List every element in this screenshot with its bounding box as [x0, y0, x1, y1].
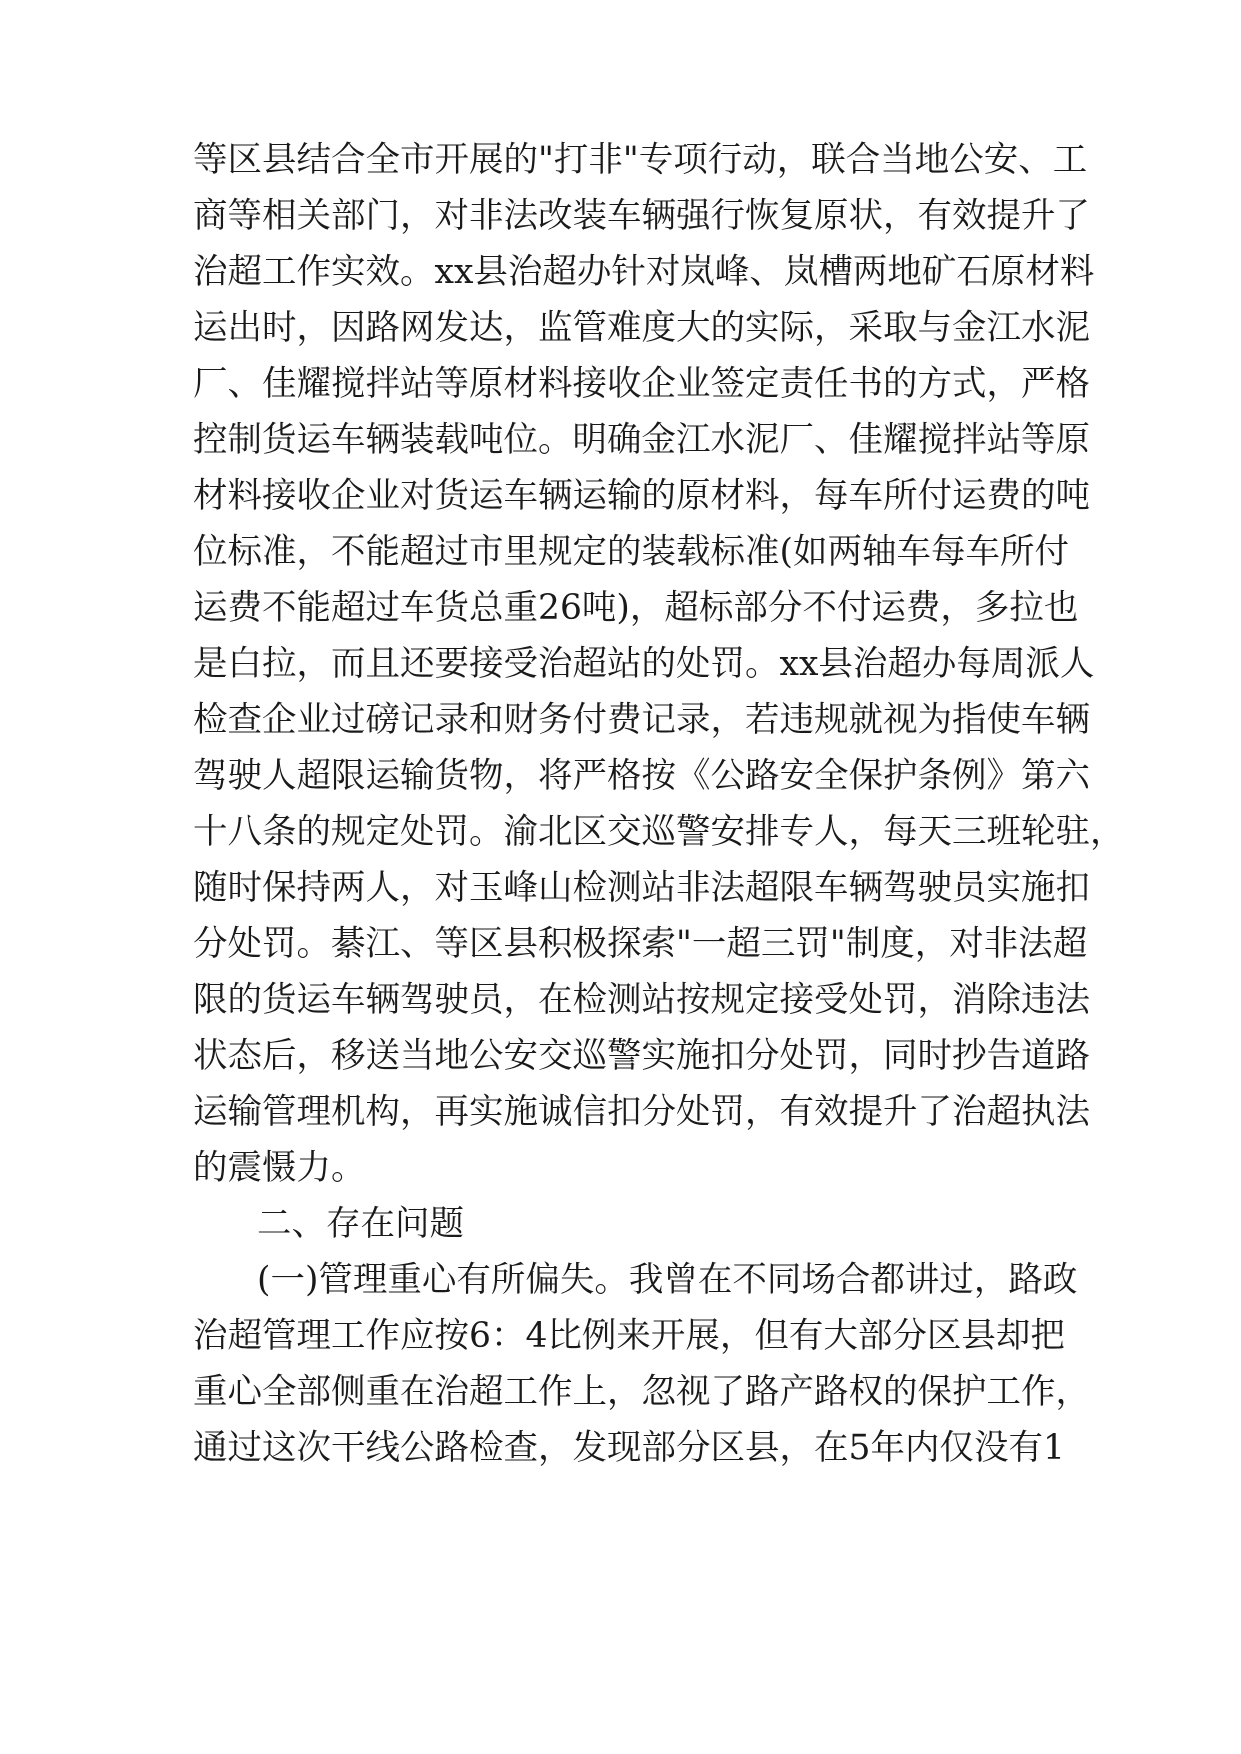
paragraph-line: 运费不能超过车货总重26吨)，超标部分不付运费，多拉也 — [193, 588, 1079, 628]
paragraph-line: 材料接收企业对货运车辆运输的原材料，每车所付运费的吨 — [193, 476, 1090, 516]
paragraph-line: (一)管理重心有所偏失。我曾在不同场合都讲过，路政 — [257, 1260, 1078, 1300]
paragraph-line: 随时保持两人，对玉峰山检测站非法超限车辆驾驶员实施扣 — [193, 868, 1090, 908]
paragraph-line: 厂、佳耀搅拌站等原材料接收企业签定责任书的方式，严格 — [193, 364, 1090, 404]
paragraph-line: 十八条的规定处罚。渝北区交巡警安排专人，每天三班轮驻， — [193, 812, 1125, 852]
paragraph-line: 状态后，移送当地公安交巡警实施扣分处罚，同时抄告道路 — [193, 1036, 1090, 1076]
paragraph-line: 商等相关部门，对非法改装车辆强行恢复原状，有效提升了 — [193, 196, 1090, 236]
paragraph-line: 治超管理工作应按6：4比例来开展，但有大部分区县却把 — [193, 1316, 1065, 1356]
paragraph-line: 位标准，不能超过市里规定的装载标准(如两轴车每车所付 — [193, 532, 1069, 572]
paragraph-line: 驾驶人超限运输货物，将严格按《公路安全保护条例》第六 — [193, 756, 1090, 796]
paragraph-line: 控制货运车辆装载吨位。明确金江水泥厂、佳耀搅拌站等原 — [193, 420, 1090, 460]
paragraph-line: 等区县结合全市开展的"打非"专项行动，联合当地公安、工 — [193, 140, 1088, 180]
paragraph-line: 限的货运车辆驾驶员，在检测站按规定接受处罚，消除违法 — [193, 980, 1090, 1020]
section-heading: 二、存在问题 — [257, 1204, 464, 1244]
paragraph-line: 重心全部侧重在治超工作上，忽视了路产路权的保护工作， — [193, 1372, 1090, 1412]
paragraph-line: 通过这次干线公路检查，发现部分区县，在5年内仅没有1 — [193, 1428, 1065, 1468]
paragraph-line: 运出时，因路网发达，监管难度大的实际，采取与金江水泥 — [193, 308, 1090, 348]
paragraph-line: 运输管理机构，再实施诚信扣分处罚，有效提升了治超执法 — [193, 1092, 1090, 1132]
paragraph-line: 是白拉，而且还要接受治超站的处罚。xx县治超办每周派人 — [193, 644, 1095, 684]
paragraph-line: 分处罚。綦江、等区县积极探索"一超三罚"制度，对非法超 — [193, 924, 1088, 964]
paragraph-line: 的震慑力。 — [193, 1148, 366, 1188]
paragraph-line: 检查企业过磅记录和财务付费记录，若违规就视为指使车辆 — [193, 700, 1090, 740]
paragraph-line: 治超工作实效。xx县治超办针对岚峰、岚槽两地矿石原材料 — [193, 252, 1095, 292]
